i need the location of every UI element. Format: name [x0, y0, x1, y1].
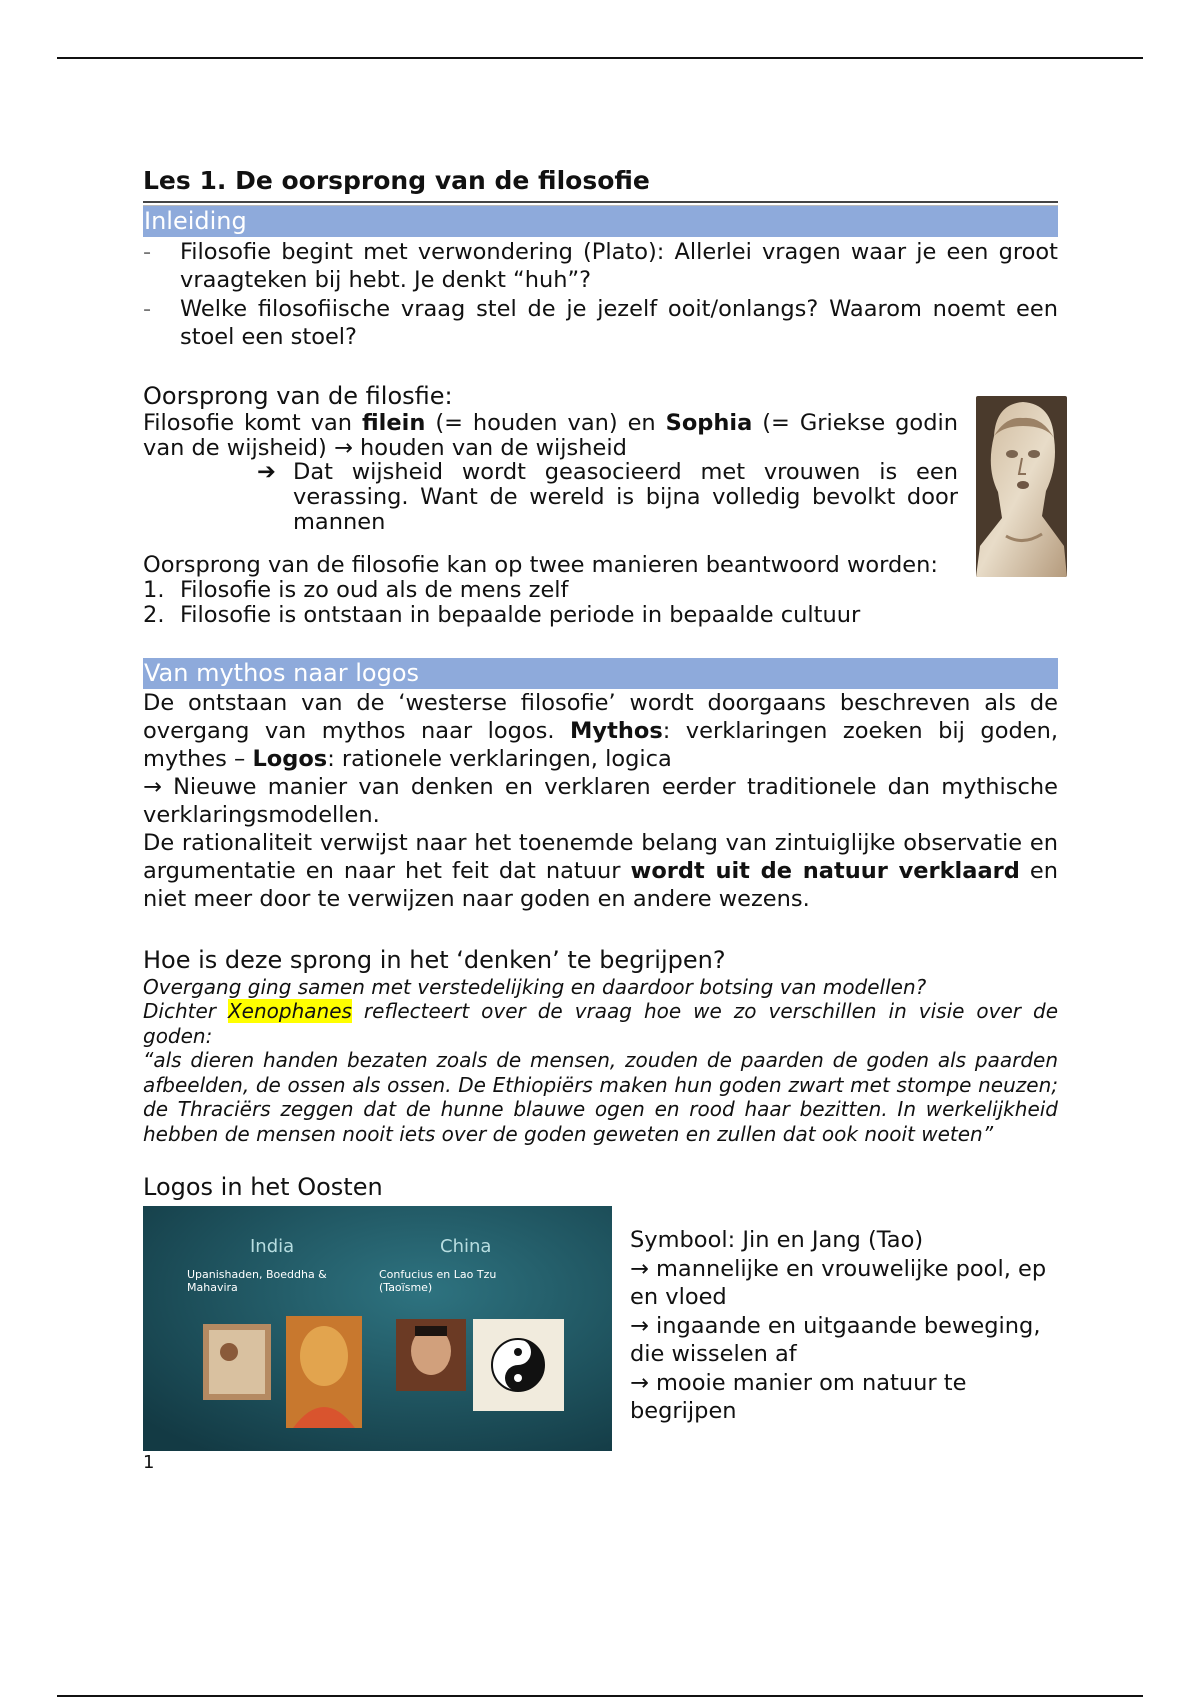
- header-rule: [57, 57, 1143, 59]
- origin-paragraph: Filosofie komt van filein (= houden van) en Sophia (= Griekse godin van de wijsheid) → houden van de wijsheid: [143, 410, 958, 461]
- east-slide-image: [143, 1206, 612, 1451]
- jump-heading: Hoe is deze sprong in het ‘denken’ te begrijpen?: [143, 945, 726, 974]
- highlighted-name: Xenophanes: [227, 999, 352, 1023]
- arrow-note: ➔ Dat wijsheid wordt geasocieerd met vrouwen is een verassing. Want de wereld is bijna volledig bevolkt door mannen: [257, 459, 958, 535]
- list-item: 1. Filosofie is zo oud als de mens zelf: [143, 576, 569, 603]
- xenophanes-quote: “als dieren handen bezaten zoals de mensen, zouden de paarden de goden als paarden afbeelden, de ossen als ossen. De Ethiopiërs maken hun goden zwart met stompe neuzen; de Thraciërs zeggen dat de hunne blauwe ogen en rood haar bezitten. In werkelijkheid hebben de mensen nooit iets over de goden geweten en zullen dat ook nooit weten”: [143, 1048, 1058, 1146]
- note-line: Symbool: Jin en Jang (Tao): [630, 1227, 924, 1253]
- list-item: - Filosofie begint met verwondering (Plato): Allerlei vragen waar je een groot vraagteken bij hebt. Je denkt “huh”?: [143, 239, 1058, 294]
- mythos-paragraph-1: De ontstaan van de ‘westerse filosofie’ wordt doorgaans beschreven als de overgang van mythos naar logos. Mythos: verklaringen zoeken bij goden, mythes – Logos: rationele verklaringen, logica: [143, 689, 1058, 772]
- origin-answers-list: [143, 578, 958, 629]
- sophia-statue-image: [976, 396, 1067, 577]
- mythos-paragraph-3: De rationaliteit verwijst naar het toenemde belang van zintuiglijke observatie en argumentatie en naar het feit dat natuur wordt uit de natuur verklaard en niet meer door te verwijzen naar goden en andere wezens.: [143, 829, 1058, 912]
- list-item: 2. Filosofie is ontstaan in bepaalde periode in bepaalde cultuur: [143, 602, 861, 628]
- slide-label-china: China: [440, 1236, 492, 1257]
- page-title: Les 1. De oorsprong van de filosofie: [143, 166, 650, 195]
- arrow-bullet-icon: ➔: [257, 459, 276, 485]
- xenophanes-intro: Dichter Xenophanes reflecteert over de vraag hoe we zo verschillen in visie over de goden:: [143, 999, 1058, 1048]
- jump-question: Overgang ging samen met verstedelijking en daardoor botsing van modellen?: [143, 974, 927, 999]
- note-line: → ingaande en uitgaande beweging, die wisselen af: [630, 1312, 1041, 1367]
- east-row: [143, 1206, 1058, 1452]
- section-heading-mythos: Van mythos naar logos: [143, 658, 1058, 689]
- slide-label-india: India: [250, 1236, 295, 1257]
- list-item: - Welke filosofiische vraag stel de je jezelf ooit/onlangs? Waarom noemt een stoel een stoel?: [143, 296, 1058, 351]
- yin-yang-notes: [630, 1226, 1060, 1426]
- slide-bullet-india: Upanishaden, Boeddha & Mahavira: [187, 1268, 327, 1294]
- title-underline: [143, 201, 1058, 203]
- intro-list: [143, 239, 1058, 351]
- mythos-paragraph-2: → Nieuwe manier van denken en verklaren eerder traditionele dan mythische verklaringsmodellen.: [143, 773, 1058, 828]
- east-heading: Logos in het Oosten: [143, 1173, 383, 1201]
- section-heading-inleiding: Inleiding: [143, 206, 1058, 237]
- document-body: [143, 166, 1058, 1474]
- note-line: → mannelijke en vrouwelijke pool, ep en vloed: [630, 1255, 1047, 1310]
- page-number: 1: [143, 1452, 155, 1473]
- origin-heading: Oorsprong van de filosfie:: [143, 382, 453, 410]
- note-line: → mooie manier om natuur te begrijpen: [630, 1369, 967, 1424]
- footer-rule: [57, 1695, 1143, 1697]
- slide-bullet-china: Confucius en Lao Tzu (Taoïsme): [379, 1268, 497, 1294]
- origin-section: [143, 382, 1058, 629]
- origin-answer-intro: Oorsprong van de filosofie kan op twee manieren beantwoord worden:: [143, 552, 938, 578]
